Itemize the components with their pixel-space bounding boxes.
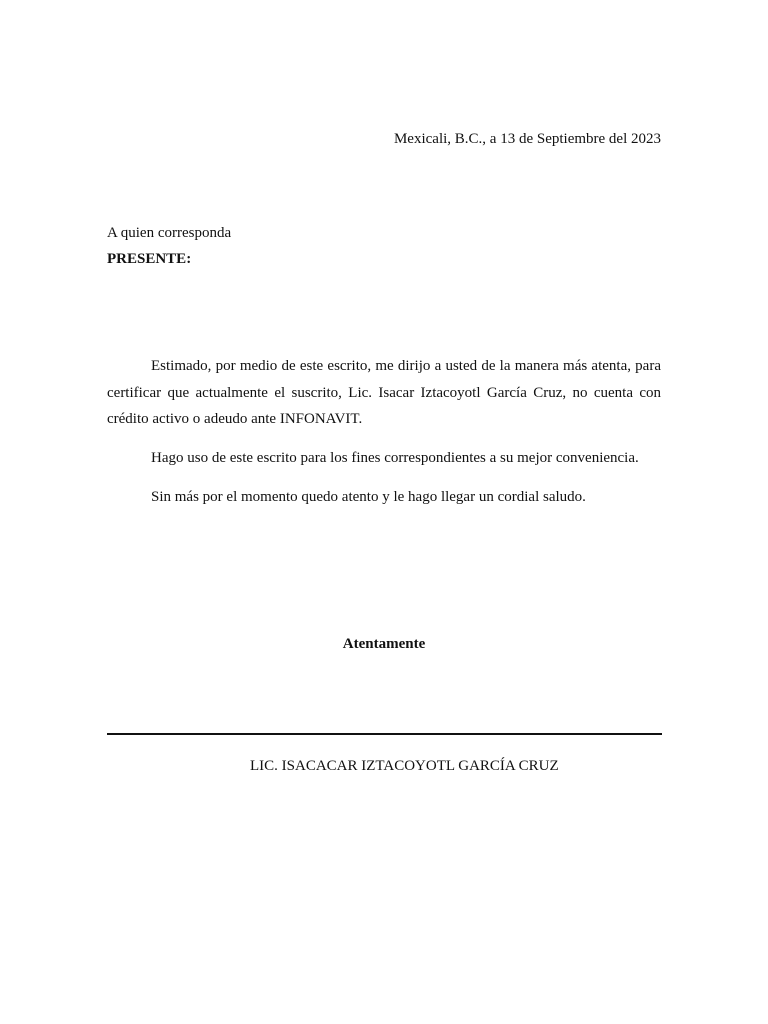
salutation-heading: PRESENTE: <box>107 251 192 267</box>
date-line: Mexicali, B.C., a 13 de Septiembre del 2023 <box>393 131 661 147</box>
body-paragraph: Sin más por el momento quedo atento y le hago llegar un cordial saludo. <box>151 489 586 505</box>
letter-body <box>107 353 661 511</box>
closing-text: Atentamente <box>342 636 426 652</box>
body-paragraph: Hago uso de este escrito para los fines correspondientes a su mejor conveniencia. <box>151 449 639 466</box>
signature-line <box>107 733 662 735</box>
signer-name: LIC. ISACACAR IZTACOYOTL GARCÍA CRUZ <box>250 758 559 774</box>
body-paragraph: Estimado, por medio de este escrito, me dirijo a usted de la manera más atenta, para certificar que actualmente el suscrito, Lic. Isacar Iztacoyotl García Cruz, no cuenta con crédito activo o adeudo ante INFONAVIT. <box>107 358 661 427</box>
recipient-line: A quien corresponda <box>107 225 232 241</box>
